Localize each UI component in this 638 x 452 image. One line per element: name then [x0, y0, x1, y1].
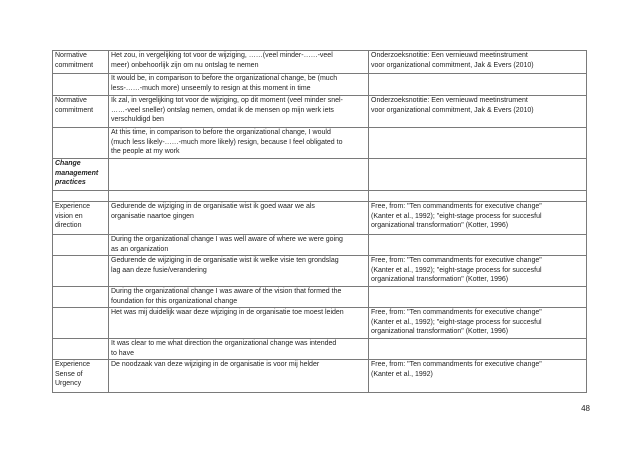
topic-cell: [53, 339, 109, 360]
item-cell: At this time, in comparison to before the organizational change, I would (much less likely-……-much more likely) resign, because I feel obligated to the people at my work: [109, 128, 369, 159]
topic-cell: [53, 308, 109, 339]
topic-cell: [53, 191, 109, 202]
table-row: [53, 191, 587, 202]
item-cell: [109, 191, 369, 202]
topic-cell: [53, 128, 109, 159]
topic-cell: [53, 256, 109, 287]
source-cell: Free, from: "Ten commandments for executive change" (Kanter et al., 1992); "eight-stage process for succesful organizational transformation" (Kotter, 1996): [369, 202, 587, 235]
source-cell: [369, 159, 587, 191]
table-row: [53, 202, 587, 235]
topic-cell: Experience vision en direction: [53, 202, 109, 235]
item-cell: Gedurende de wijziging in de organisatie wist ik goed waar we als organisatie naartoe gingen: [109, 202, 369, 235]
table-row: [53, 51, 587, 74]
item-cell: It was clear to me what direction the organizational change was intended to have: [109, 339, 369, 360]
source-cell: Free, from: "Ten commandments for executive change" (Kanter et al., 1992): [369, 360, 587, 393]
table-row: [53, 360, 587, 393]
item-cell: Gedurende de wijziging in de organisatie wist ik welke visie ten grondslag lag aan deze fusie/verandering: [109, 256, 369, 287]
topic-cell: [53, 287, 109, 308]
topic-cell: Change management practices: [53, 159, 109, 191]
source-cell: [369, 235, 587, 256]
table-row: [53, 256, 587, 287]
item-cell: Ik zal, in vergelijking tot voor de wijziging, op dit moment (veel minder snel- ……-veel sneller) ontslag nemen, omdat ik de mensen op mijn werk iets verschuldigd ben: [109, 96, 369, 128]
topic-cell: Normative commitment: [53, 51, 109, 74]
table-row: [53, 74, 587, 96]
item-cell: During the organizational change I was aware of the vision that formed the foundation for this organizational change: [109, 287, 369, 308]
source-cell: [369, 74, 587, 96]
item-cell: It would be, in comparison to before the organizational change, be (much less-……-much more) unseemly to resign at this moment in time: [109, 74, 369, 96]
table-row: [53, 339, 587, 360]
table-body: [53, 51, 587, 393]
source-cell: Onderzoeksnotitie: Een vernieuwd meetinstrument voor organizational commitment, Jak & Evers (2010): [369, 51, 587, 74]
source-cell: Onderzoeksnotitie: Een vernieuwd meetinstrument voor organizational commitment, Jak & Evers (2010): [369, 96, 587, 128]
section-header-row: [53, 159, 587, 191]
source-cell: Free, from: "Ten commandments for executive change" (Kanter et al., 1992); "eight-stage process for succesful organizational transformation" (Kotter, 1996): [369, 256, 587, 287]
topic-cell: Experience Sense of Urgency: [53, 360, 109, 393]
item-cell: During the organizational change I was well aware of where we were going as an organization: [109, 235, 369, 256]
source-cell: Free, from: "Ten commandments for executive change" (Kanter et al., 1992); "eight-stage process for succesful organizational transformation" (Kotter, 1996): [369, 308, 587, 339]
item-cell: Het was mij duidelijk waar deze wijziging in de organisatie toe moest leiden: [109, 308, 369, 339]
questionnaire-table: [52, 50, 587, 393]
table-row: [53, 308, 587, 339]
table-row: [53, 287, 587, 308]
source-cell: [369, 128, 587, 159]
item-cell: Het zou, in vergelijking tot voor de wijziging, ……(veel minder-……-veel meer) onbehoorlijk zijn om nu ontslag te nemen: [109, 51, 369, 74]
source-cell: [369, 191, 587, 202]
table-row: [53, 96, 587, 128]
item-cell: [109, 159, 369, 191]
source-cell: [369, 339, 587, 360]
source-cell: [369, 287, 587, 308]
page-number: 48: [581, 404, 590, 413]
topic-cell: [53, 74, 109, 96]
table-row: [53, 235, 587, 256]
table-row: [53, 128, 587, 159]
topic-cell: [53, 235, 109, 256]
item-cell: De noodzaak van deze wijziging in de organisatie is voor mij helder: [109, 360, 369, 393]
topic-cell: Normative commitment: [53, 96, 109, 128]
